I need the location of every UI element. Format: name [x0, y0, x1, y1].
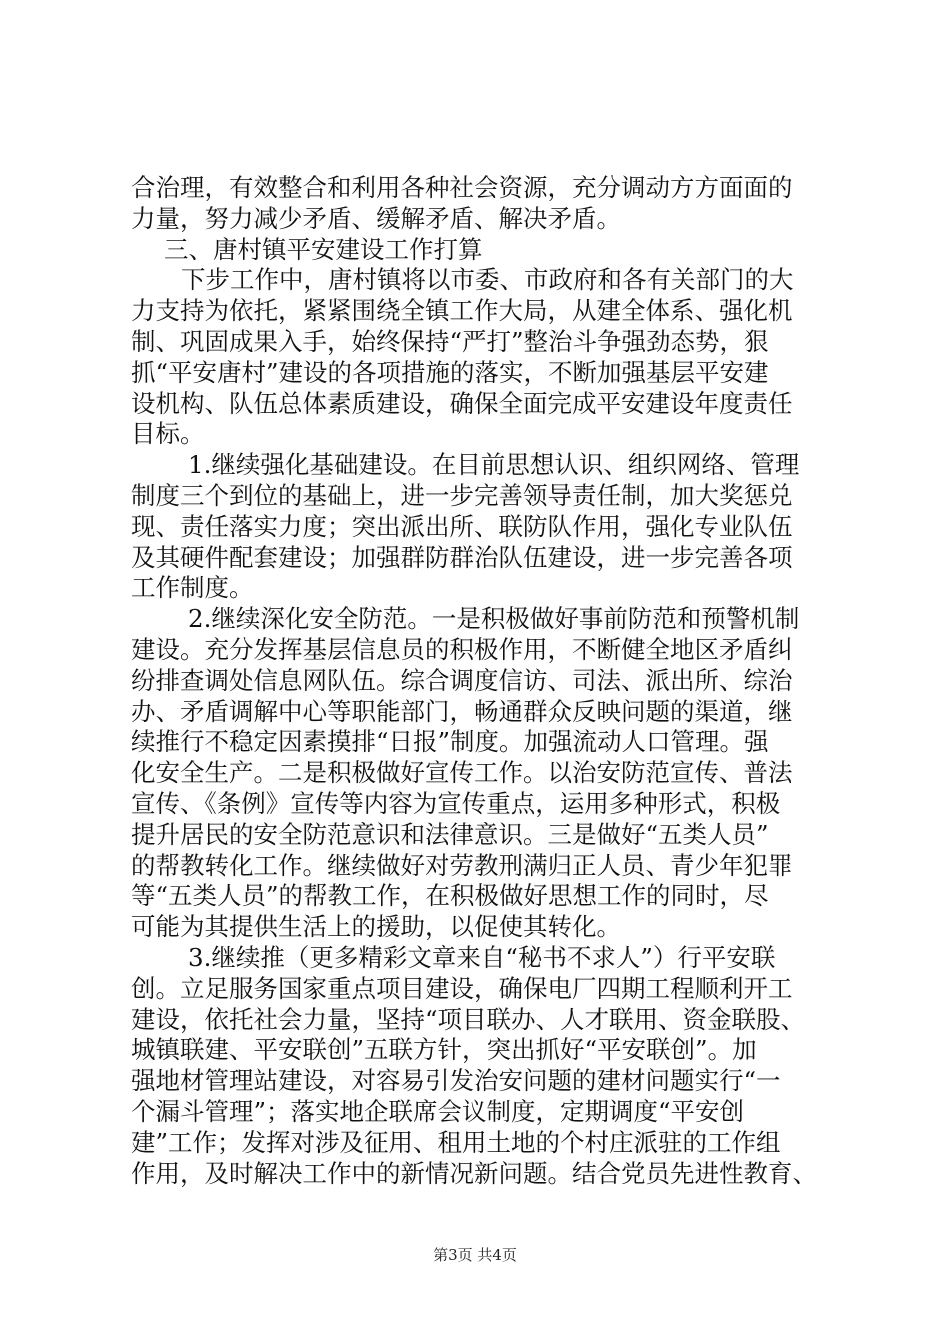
text-line: 城镇联建、平安联创”五联方针，突出抓好“平安联创”。加: [131, 1035, 757, 1065]
text-line: 强地材管理站建设，对容易引发治安问题的建材问题实行“一: [131, 1066, 781, 1096]
text-line: 续推行不稳定因素摸排“日报”制度。加强流动人口管理。强: [131, 727, 769, 757]
text-line: 工作制度。: [131, 573, 254, 603]
text-line: 力量，努力减少矛盾、缓解矛盾、解决矛盾。: [131, 203, 621, 233]
text-line: 抓“平安唐村”建设的各项措施的落实，不断加强基层平安建: [131, 357, 769, 387]
list-item-heading: 1.继续强化基础建设。在目前思想认识、组织网络、管理: [188, 450, 800, 480]
list-item-heading: 3.继续推（更多精彩文章来自“秘书不求人”）行平安联: [188, 942, 776, 972]
text-line: 制度三个到位的基础上，进一步完善领导责任制，加大奖惩兑: [131, 480, 793, 510]
text-line: 纷排查调处信息网队伍。综合调度信访、司法、派出所、综治: [131, 665, 793, 695]
text-line: 现、责任落实力度；突出派出所、联防队作用，强化专业队伍: [131, 511, 793, 541]
text-line: 创。立足服务国家重点项目建设，确保电厂四期工程顺利开工: [131, 973, 793, 1003]
text-line: 提升居民的安全防范意识和法律意识。三是做好“五类人员”: [131, 819, 769, 849]
page-footer: [0, 1244, 950, 1265]
text-line: 目标。: [131, 419, 205, 449]
text-line: 建”工作；发挥对涉及征用、租用土地的个村庄派驻的工作组: [131, 1127, 781, 1157]
section-heading: 三、唐村镇平安建设工作打算: [164, 234, 483, 264]
text-line: 办、矛盾调解中心等职能部门，畅通群众反映问题的渠道，继: [131, 696, 793, 726]
text-line: 及其硬件配套建设；加强群防群治队伍建设，进一步完善各项: [131, 542, 793, 572]
text-line: 等“五类人员”的帮教工作，在积极做好思想工作的同时，尽: [131, 881, 769, 911]
text-line: 建设，依托社会力量，坚持“项目联办、人才联用、资金联股、: [131, 1004, 806, 1034]
text-line: 设机构、队伍总体素质建设，确保全面完成平安建设年度责任: [131, 388, 793, 418]
text-line: 化安全生产。二是积极做好宣传工作。以治安防范宣传、普法: [131, 758, 793, 788]
text-line: 宣传、《条例》宣传等内容为宣传重点，运用多种形式，积极: [131, 788, 781, 818]
list-item-heading: 2.继续深化安全防范。一是积极做好事前防范和预警机制: [188, 604, 800, 634]
page-number: 第3页 共4页: [433, 1246, 517, 1264]
text-line: 下步工作中，唐村镇将以市委、市政府和各有关部门的大: [181, 265, 794, 295]
text-line: 的帮教转化工作。继续做好对劳教刑满归正人员、青少年犯罪: [131, 850, 793, 880]
text-line: 合治理，有效整合和利用各种社会资源，充分调动方方面面的: [131, 173, 793, 202]
text-line: 建设。充分发挥基层信息员的积极作用，不断健全地区矛盾纠: [131, 634, 793, 664]
text-line: 作用，及时解决工作中的新情况新问题。结合党员先进性教育、: [131, 1158, 817, 1188]
text-line: 力支持为依托，紧紧围绕全镇工作大局，从建全体系、强化机: [131, 296, 793, 326]
text-line: 个漏斗管理”；落实地企联席会议制度，定期调度“平安创: [131, 1096, 745, 1126]
text-line: 可能为其提供生活上的援助，以促使其转化。: [131, 912, 621, 942]
text-line: 制、巩固成果入手，始终保持“严打”整治斗争强劲态势，狠: [131, 326, 769, 356]
body-text: [131, 173, 831, 1189]
